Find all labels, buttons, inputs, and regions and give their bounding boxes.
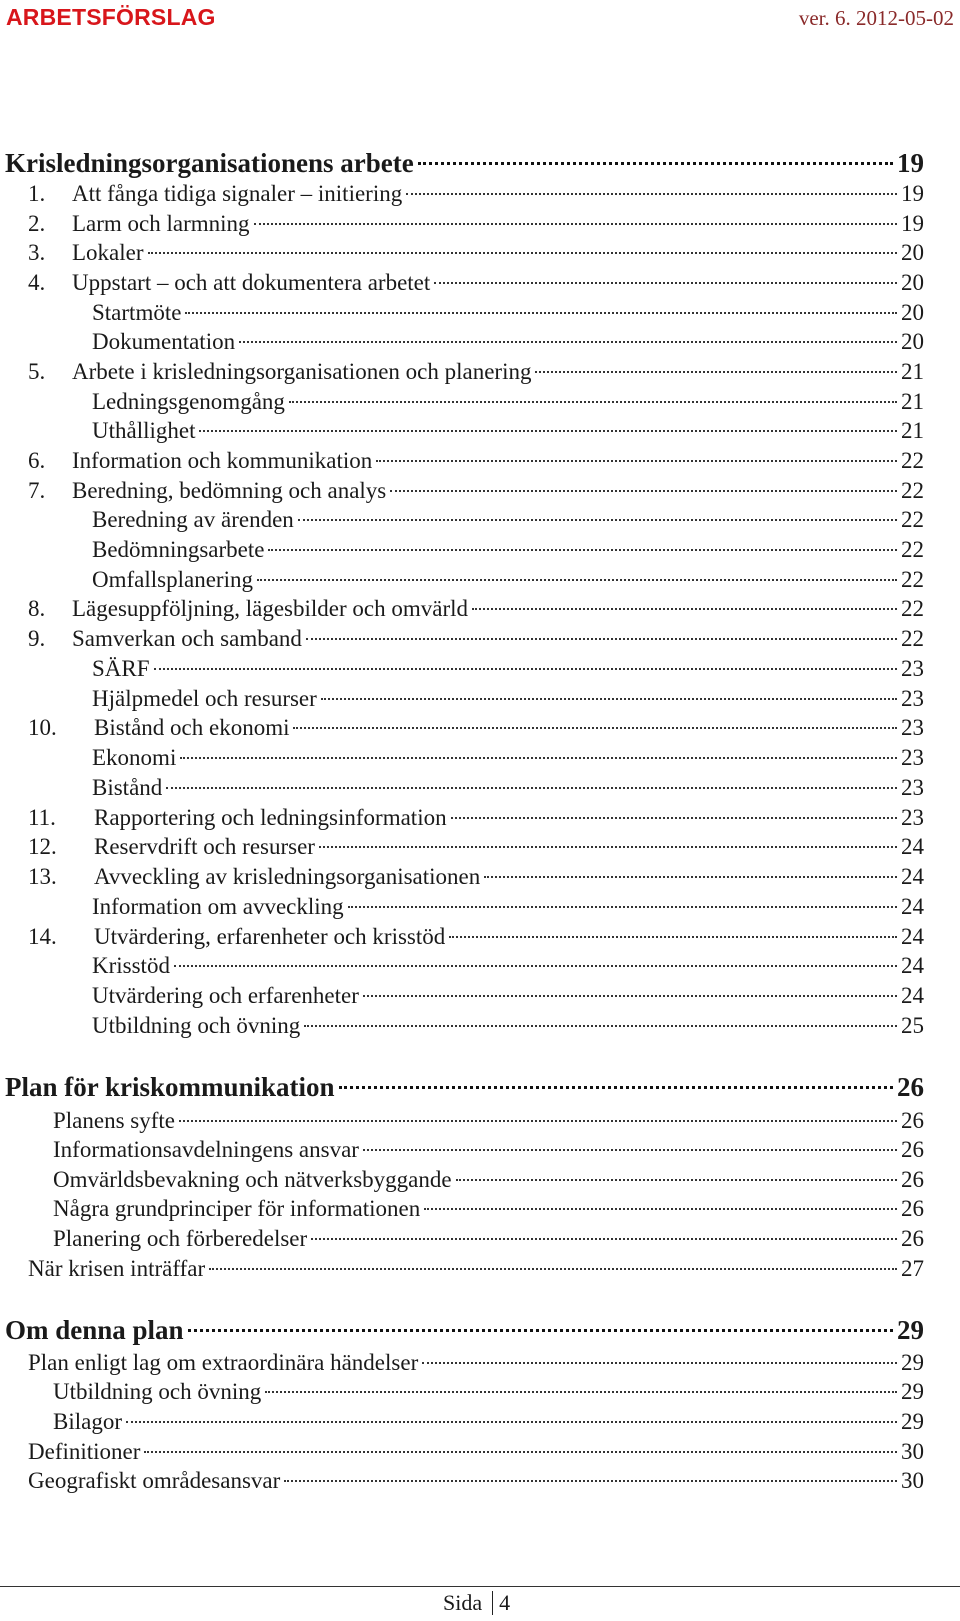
toc-entry-title: Rapportering och ledningsinformation [94, 805, 447, 830]
toc-entry-title: Beredning av ärenden [92, 507, 294, 532]
toc-entry[interactable] [92, 327, 924, 357]
toc-entry-title: Startmöte [92, 300, 182, 325]
toc-dot-leader [472, 608, 897, 610]
toc-entry-title: Utbildning och övning [53, 1379, 262, 1404]
toc-page-number: 23 [901, 715, 924, 740]
toc-page-number: 26 [901, 1226, 924, 1251]
toc-dot-leader [268, 549, 897, 551]
footer-separator [492, 1591, 493, 1615]
toc-entry[interactable] [28, 713, 924, 743]
toc-page-number: 26 [901, 1167, 924, 1192]
toc-page-number: 24 [901, 834, 924, 859]
toc-dot-leader [319, 846, 897, 848]
toc-page-number: 25 [901, 1013, 924, 1038]
toc-entry-number: 1. [28, 181, 46, 206]
toc-entry[interactable] [28, 446, 924, 476]
toc-entry-title: Planering och förberedelser [53, 1226, 308, 1251]
toc-entry[interactable] [28, 1254, 924, 1284]
toc-dot-leader [449, 936, 897, 938]
toc-dot-leader [179, 1120, 897, 1122]
toc-entry-title: Hjälpmedel och resurser [92, 686, 317, 711]
toc-entry[interactable] [28, 1348, 924, 1378]
toc-entry[interactable] [53, 1377, 924, 1407]
toc-dot-leader [180, 757, 897, 759]
toc-section-heading[interactable] [5, 1069, 924, 1105]
toc-entry-title: Utvärdering, erfarenheter och krisstöd [94, 924, 446, 949]
toc-section-heading[interactable] [5, 145, 924, 181]
toc-entry[interactable] [92, 773, 924, 803]
toc-page-number: 26 [897, 1072, 924, 1102]
toc-dot-leader [257, 579, 897, 581]
toc-entry-title: Bedömningsarbete [92, 537, 265, 562]
toc-entry-title: Några grundprinciper för informationen [53, 1196, 421, 1221]
toc-entry-number: 8. [28, 596, 46, 621]
toc-entry-title: Bilagor [53, 1409, 122, 1434]
toc-dot-leader [284, 1480, 897, 1482]
toc-page-number: 24 [901, 983, 924, 1008]
toc-dot-leader [363, 1149, 897, 1151]
toc-entry-title: Informationsavdelningens ansvar [53, 1137, 359, 1162]
toc-dot-leader [363, 995, 897, 997]
toc-entry-title: Bistånd [92, 775, 163, 800]
toc-entry[interactable] [28, 357, 924, 387]
toc-page-number: 30 [901, 1468, 924, 1493]
toc-page-number: 23 [901, 775, 924, 800]
toc-dot-leader [390, 490, 897, 492]
toc-entry-title: Krisstöd [92, 953, 170, 978]
toc-page-number: 29 [901, 1379, 924, 1404]
toc-entry[interactable] [28, 862, 924, 892]
toc-dot-leader [126, 1421, 897, 1423]
toc-entry-title: Larm och larmning [72, 211, 250, 236]
toc-page-number: 24 [901, 924, 924, 949]
toc-entry[interactable] [28, 832, 924, 862]
toc-entry-number: 13. [28, 864, 57, 889]
toc-entry[interactable] [92, 981, 924, 1011]
toc-dot-leader [434, 282, 897, 284]
toc-page-number: 26 [901, 1196, 924, 1221]
toc-dot-leader [339, 1086, 893, 1089]
toc-entry[interactable] [28, 268, 924, 298]
toc-page-number: 24 [901, 894, 924, 919]
toc-page-number: 29 [901, 1409, 924, 1434]
toc-dot-leader [311, 1238, 897, 1240]
toc-dot-leader [348, 906, 897, 908]
toc-entry[interactable] [92, 565, 924, 595]
toc-page-number: 20 [901, 300, 924, 325]
toc-entry[interactable] [28, 803, 924, 833]
toc-dot-leader [154, 668, 897, 670]
toc-entry-title: Dokumentation [92, 329, 236, 354]
toc-entry-number: 10. [28, 715, 57, 740]
toc-entry[interactable] [28, 238, 924, 268]
toc-entry[interactable] [53, 1165, 924, 1195]
toc-entry-title: Planens syfte [53, 1108, 176, 1133]
toc-entry-title: Plan för kriskommunikation [5, 1072, 335, 1102]
toc-entry-number: 6. [28, 448, 46, 473]
toc-dot-leader [239, 341, 897, 343]
toc-page-number: 22 [901, 567, 924, 592]
toc-page-number: 20 [901, 270, 924, 295]
toc-entry-title: Utvärdering och erfarenheter [92, 983, 359, 1008]
toc-entry-title: Information och kommunikation [72, 448, 373, 473]
toc-entry[interactable] [92, 416, 924, 446]
toc-entry[interactable] [92, 892, 924, 922]
toc-section-heading[interactable] [5, 1312, 924, 1348]
toc-page-number: 23 [901, 656, 924, 681]
toc-dot-leader [174, 965, 897, 967]
toc-dot-leader [188, 1329, 893, 1332]
toc-page-number: 21 [901, 389, 924, 414]
toc-page-number: 21 [901, 359, 924, 384]
footer-page-number: 4 [499, 1590, 511, 1615]
toc-entry-title: Lägesuppföljning, lägesbilder och omvärld [72, 596, 469, 621]
toc-dot-leader [321, 698, 897, 700]
toc-entry-title: Plan enligt lag om extraordinära händelser [28, 1350, 419, 1375]
toc-entry-title: Utbildning och övning [92, 1013, 301, 1038]
toc-dot-leader [406, 193, 897, 195]
toc-entry[interactable] [92, 535, 924, 565]
footer-label: Sida [443, 1590, 483, 1615]
toc-page-number: 21 [901, 418, 924, 443]
toc-entry-title: SÄRF [92, 656, 150, 681]
toc-entry-title: Geografiskt områdesansvar [28, 1468, 281, 1493]
toc-dot-leader [199, 430, 897, 432]
toc-page-number: 22 [901, 596, 924, 621]
toc-dot-leader [209, 1268, 897, 1270]
toc-entry-title: Lokaler [72, 240, 144, 265]
toc-entry-title: Samverkan och samband [72, 626, 302, 651]
toc-entry-title: Uppstart – och att dokumentera arbetet [72, 270, 431, 295]
toc-page-number: 29 [901, 1350, 924, 1375]
toc-page-number: 24 [901, 864, 924, 889]
toc-entry-number: 2. [28, 211, 46, 236]
toc-page-number: 22 [901, 626, 924, 651]
toc-dot-leader [306, 638, 897, 640]
version-date: ver. 6. 2012-05-02 [798, 6, 954, 30]
toc-dot-leader [265, 1391, 897, 1393]
toc-dot-leader [304, 1025, 897, 1027]
toc-entry[interactable] [53, 1106, 924, 1136]
toc-page-number: 20 [901, 329, 924, 354]
toc-entry-title: Beredning, bedömning och analys [72, 478, 387, 503]
toc-entry[interactable] [53, 1407, 924, 1437]
toc-page-number: 30 [901, 1439, 924, 1464]
toc-entry-number: 3. [28, 240, 46, 265]
toc-dot-leader [535, 371, 897, 373]
toc-dot-leader [166, 787, 897, 789]
toc-entry[interactable] [28, 476, 924, 506]
toc-entry[interactable] [28, 624, 924, 654]
toc-page-number: 26 [901, 1108, 924, 1133]
toc-entry[interactable] [28, 1466, 924, 1496]
toc-page-number: 22 [901, 507, 924, 532]
toc-dot-leader [144, 1451, 897, 1453]
toc-dot-leader [298, 519, 897, 521]
toc-entry[interactable] [92, 951, 924, 981]
toc-entry-title: Reservdrift och resurser [94, 834, 315, 859]
toc-page-number: 26 [901, 1137, 924, 1162]
toc-page-number: 23 [901, 686, 924, 711]
toc-dot-leader [424, 1208, 897, 1210]
toc-entry-number: 4. [28, 270, 46, 295]
toc-page-number: 23 [901, 745, 924, 770]
toc-dot-leader [254, 223, 897, 225]
toc-page-number: 27 [901, 1256, 924, 1281]
toc-page-number: 19 [901, 181, 924, 206]
toc-dot-leader [451, 817, 897, 819]
toc-entry[interactable] [28, 179, 924, 209]
toc-entry-number: 9. [28, 626, 46, 651]
toc-entry-title: När krisen inträffar [28, 1256, 206, 1281]
toc-entry-number: 14. [28, 924, 57, 949]
toc-page-number: 23 [901, 805, 924, 830]
toc-dot-leader [289, 401, 897, 403]
toc-entry[interactable] [53, 1135, 924, 1165]
toc-entry[interactable] [53, 1194, 924, 1224]
toc-entry-title: Krisledningsorganisationens arbete [5, 148, 414, 178]
toc-entry-title: Omvärldsbevakning och nätverksbyggande [53, 1167, 452, 1192]
toc-entry-title: Information om avveckling [92, 894, 344, 919]
toc-entry[interactable] [92, 684, 924, 714]
toc-page-number: 24 [901, 953, 924, 978]
toc-entry-number: 5. [28, 359, 46, 384]
toc-dot-leader [422, 1362, 897, 1364]
toc-entry-number: 11. [28, 805, 56, 830]
toc-entry-title: Definitioner [28, 1439, 141, 1464]
toc-dot-leader [418, 162, 893, 165]
toc-entry-title: Ekonomi [92, 745, 177, 770]
toc-page-number: 20 [901, 240, 924, 265]
toc-entry[interactable] [28, 594, 924, 624]
draft-label: ARBETSFÖRSLAG [6, 4, 216, 30]
toc-entry-title: Omfallsplanering [92, 567, 253, 592]
toc-entry-title: Ledningsgenomgång [92, 389, 285, 414]
toc-page-number: 22 [901, 478, 924, 503]
toc-entry-number: 12. [28, 834, 57, 859]
toc-page-number: 19 [897, 148, 924, 178]
toc-dot-leader [293, 727, 897, 729]
page-footer [443, 1590, 510, 1616]
toc-page-number: 19 [901, 211, 924, 236]
toc-dot-leader [484, 876, 897, 878]
toc-dot-leader [456, 1179, 897, 1181]
toc-entry[interactable] [92, 298, 924, 328]
toc-entry-title: Avveckling av krisledningsorganisationen [94, 864, 481, 889]
toc-entry-number: 7. [28, 478, 46, 503]
toc-entry[interactable] [28, 1437, 924, 1467]
toc-page-number: 22 [901, 537, 924, 562]
toc-entry[interactable] [92, 387, 924, 417]
toc-entry-title: Arbete i krisledningsorganisationen och planering [72, 359, 532, 384]
toc-dot-leader [376, 460, 897, 462]
toc-entry[interactable] [92, 505, 924, 535]
toc-entry[interactable] [28, 209, 924, 239]
toc-entry-title: Att fånga tidiga signaler – initiering [72, 181, 403, 206]
toc-entry[interactable] [92, 1011, 924, 1041]
toc-page-number: 22 [901, 448, 924, 473]
toc-entry[interactable] [28, 922, 924, 952]
toc-entry-title: Bistånd och ekonomi [94, 715, 290, 740]
toc-dot-leader [148, 252, 897, 254]
toc-entry[interactable] [92, 654, 924, 684]
toc-entry[interactable] [53, 1224, 924, 1254]
toc-entry-title: Om denna plan [5, 1315, 184, 1345]
toc-page-number: 29 [897, 1315, 924, 1345]
toc-entry-title: Uthållighet [92, 418, 196, 443]
toc-entry[interactable] [92, 743, 924, 773]
footer-rule [0, 1586, 960, 1587]
toc-dot-leader [185, 312, 897, 314]
